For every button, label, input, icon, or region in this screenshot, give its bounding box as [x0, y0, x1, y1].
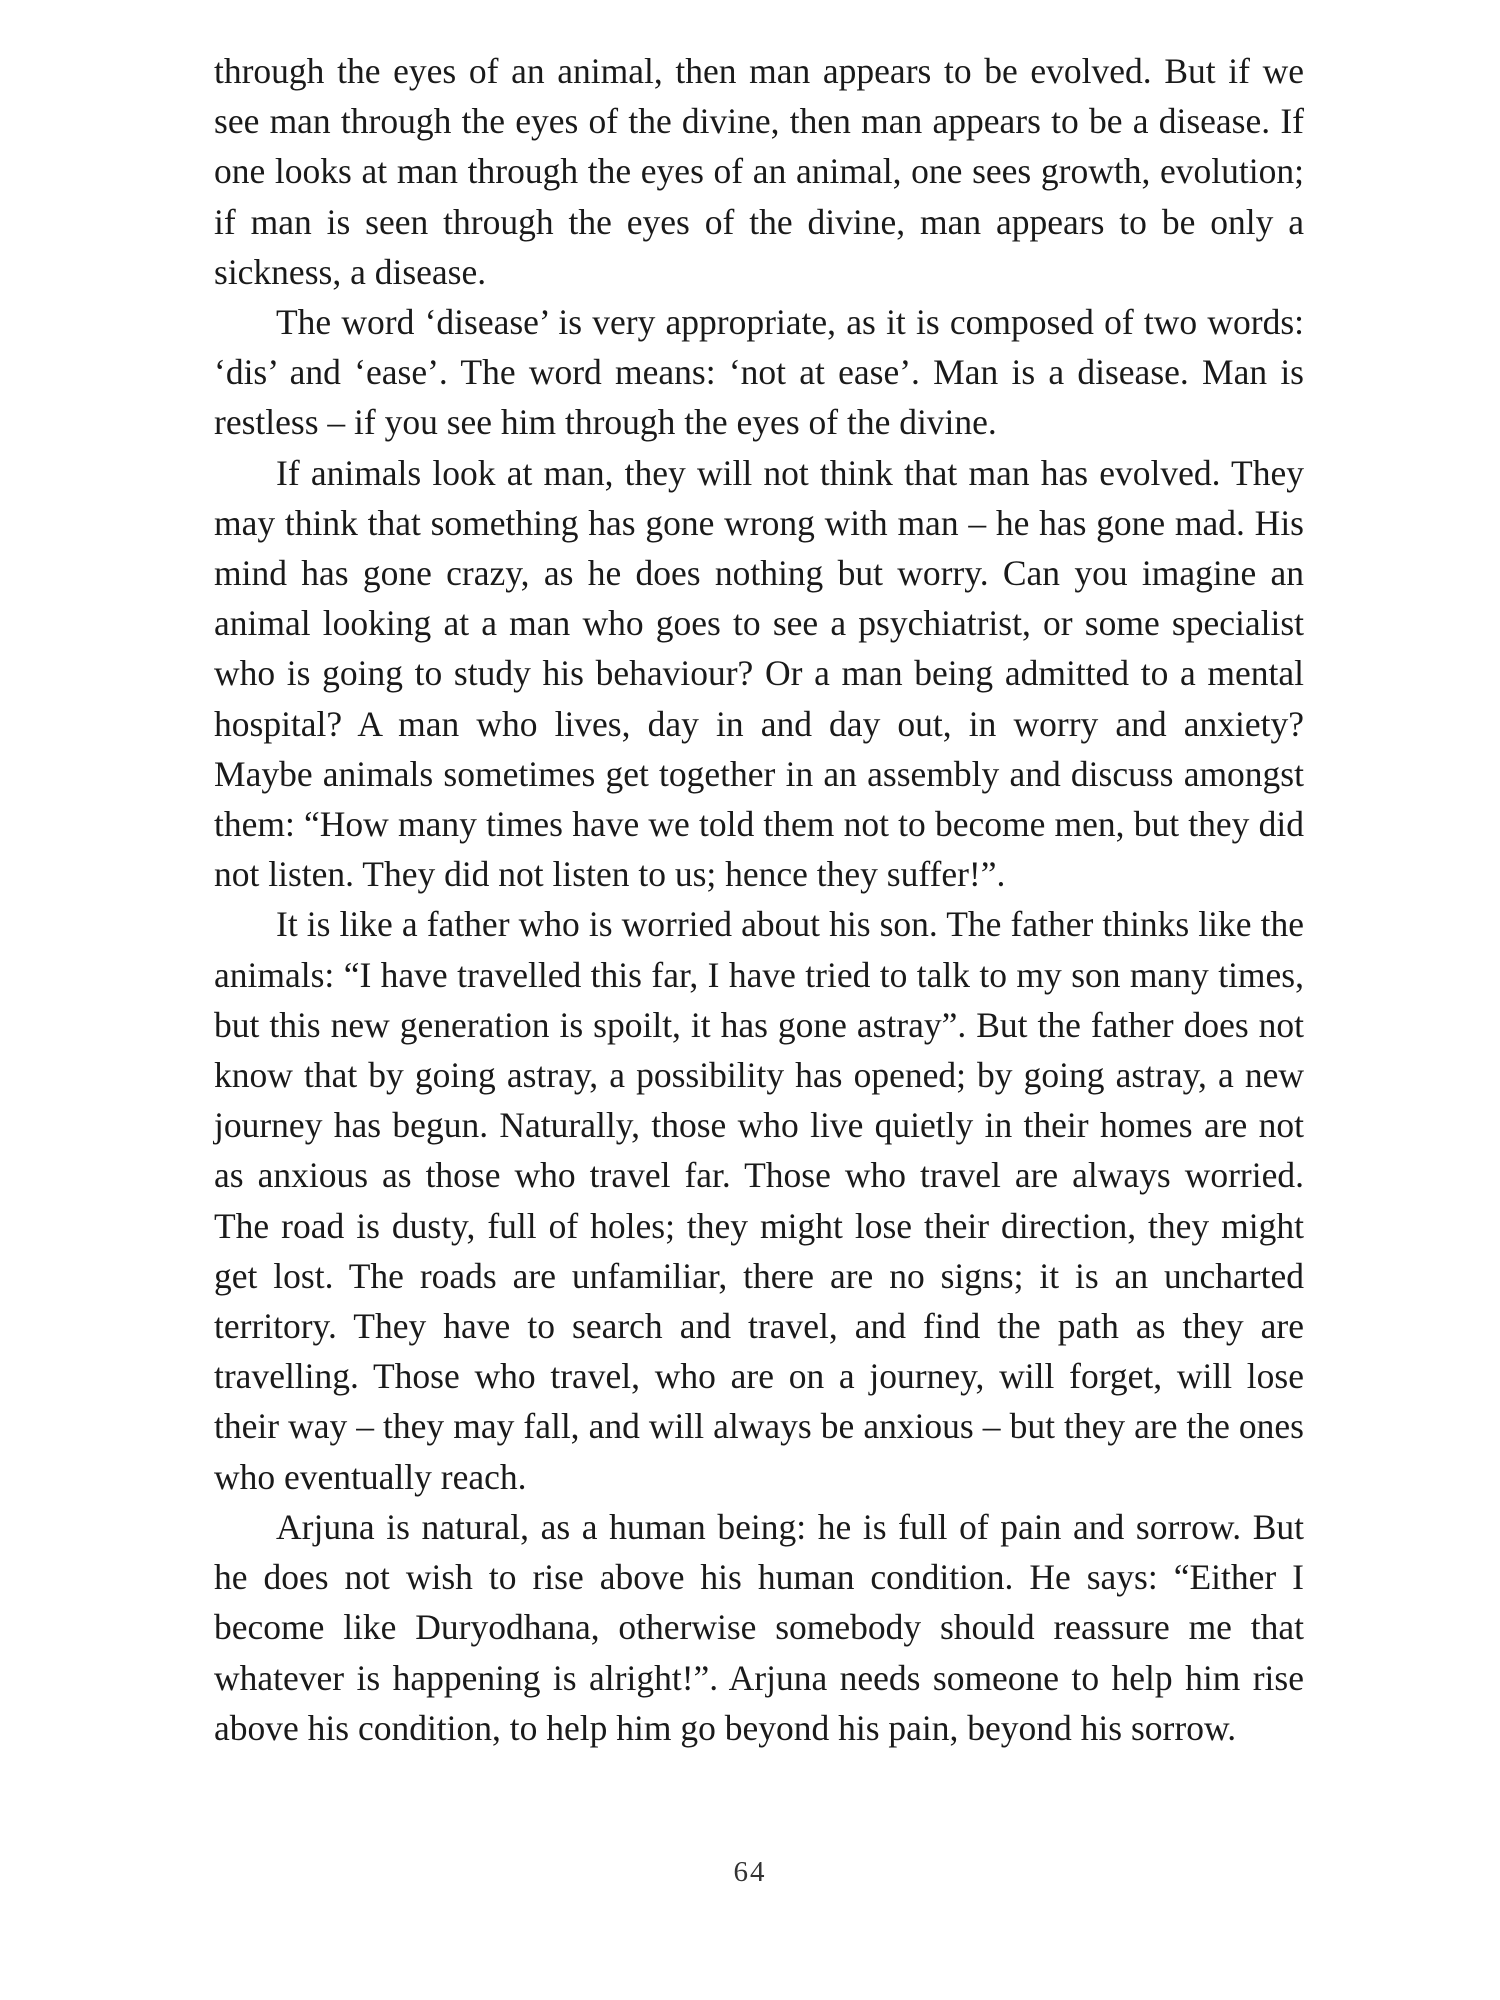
paragraph-3: If animals look at man, they will not think that man has evolved. They may think that something has gone wrong with man – he has gone mad. His mind has gone crazy, as he does nothing but worry. Can you imagine an animal looking at a man who goes to see a psychiatrist, or some specialist who is going to study his behaviour? Or a man being admitted to a mental hospital? A man who lives, day in and day out, in worry and anxiety? Maybe animals sometimes get together in an assembly and discuss amongst them: “How many times have we told them not to become men, but they did not listen. They did not listen to us; hence they suffer!”.	[214, 452, 1304, 895]
page-body	[214, 46, 1304, 1753]
paragraph-5: Arjuna is natural, as a human being: he is full of pain and sorrow. But he does not wish to rise above his human condition. He says: “Either I become like Duryodhana, otherwise somebody should reassure me that whatever is happening is alright!”. Arjuna needs someone to help him rise above his condition, to help him go beyond his pain, beyond his sorrow.	[214, 1506, 1304, 1748]
page-number: 64	[733, 1856, 767, 1888]
paragraph-1: through the eyes of an animal, then man appears to be evolved. But if we see man through the eyes of the divine, then man appears to be a disease. If one looks at man through the eyes of an animal, one sees growth, evolution; if man is seen through the eyes of the divine, man appears to be only a sickness, a disease.	[214, 51, 1304, 292]
paragraph-4: It is like a father who is worried about his son. The father thinks like the animals: “I have travelled this far, I have tried to talk to my son many times, but this new generation is spoilt, it has gone astray”. But the father does not know that by going astray, a possibility has opened; by going astray, a new journey has begun. Naturally, those who live quietly in their homes are not as anxious as those who travel far. Those who travel are always worried. The road is dusty, full of holes; they might lose their direction, they might get lost. The roads are unfamiliar, there are no signs; it is an uncharted territory. They have to search and travel, and find the path as they are travelling. Those who travel, who are on a journey, will forget, will lose their way – they may fall, and will always be anxious – but they are the ones who eventually reach.	[214, 904, 1304, 1497]
paragraph-2: The word ‘disease’ is very appropriate, as it is composed of two words: ‘dis’ and ‘ease’. The word means: ‘not at ease’. Man is a disease. Man is restless – if you see him through the eyes of the divine.	[214, 302, 1304, 443]
